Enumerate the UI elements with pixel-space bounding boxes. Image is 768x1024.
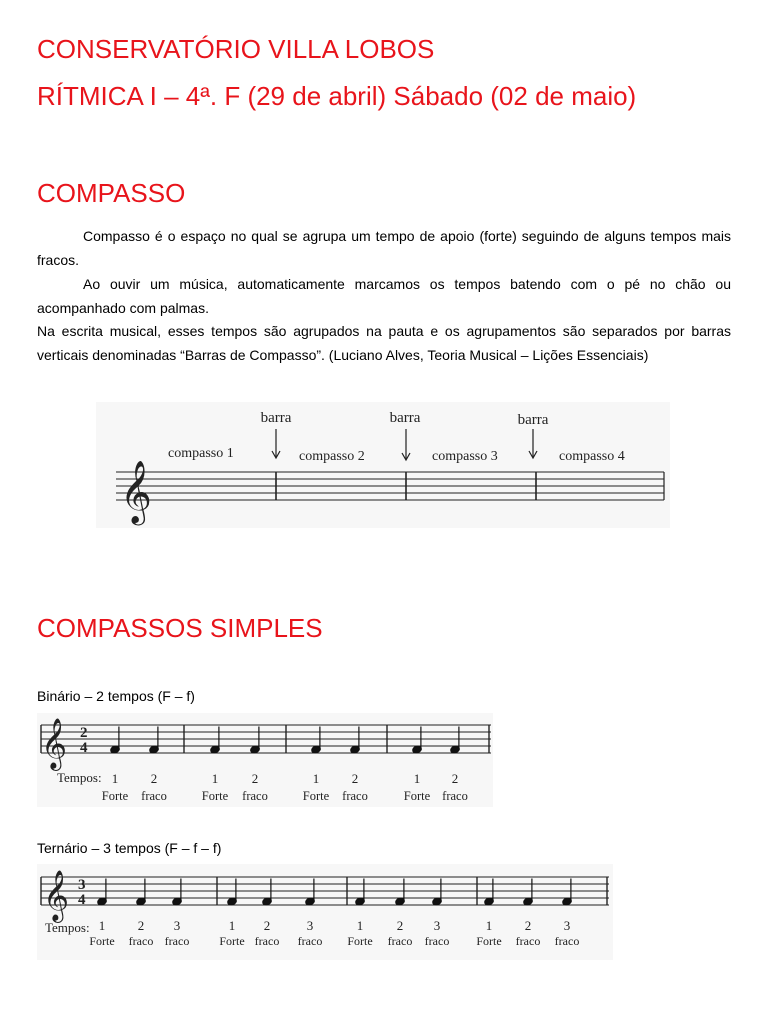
barra-label-2: barra — [389, 410, 421, 426]
beat-number: 2 — [351, 771, 359, 786]
ternario-label: Ternário – 3 tempos (F – f – f) — [37, 840, 222, 856]
beat-number: 1 — [312, 771, 320, 786]
measure-barline-figure — [96, 402, 670, 528]
beat-number: 3 — [433, 918, 441, 933]
tempos-label: Tempos: — [57, 770, 102, 785]
beat-number: 1 — [211, 771, 219, 786]
beat-accent-fraco: fraco — [297, 934, 323, 948]
beat-accent-forte: Forte — [101, 789, 129, 803]
beat-accent-fraco: fraco — [387, 934, 413, 948]
beat-number: 2 — [396, 918, 404, 933]
tempos-label: Tempos: — [45, 920, 90, 935]
paragraph-notation: Na escrita musical, esses tempos são agrupados na pauta e os agrupamentos são separados por barras verticais denominadas “Barras de Compasso”. (Luciano Alves, Teoria Musical – Lições Essenciais) — [37, 323, 731, 363]
school-title: CONSERVATÓRIO VILLA LOBOS — [37, 34, 435, 64]
time-signature-bottom: 4 — [80, 740, 88, 756]
treble-clef-icon: 𝄞 — [120, 462, 152, 522]
compasso-label-4: compasso 4 — [559, 449, 625, 464]
beat-number: 3 — [306, 918, 314, 933]
treble-clef-icon: 𝄞 — [43, 871, 70, 920]
beat-number: 1 — [111, 771, 119, 786]
beat-accent-fraco: fraco — [141, 789, 167, 803]
beat-accent-fraco: fraco — [128, 934, 154, 948]
paragraph-definition-text: Compasso é o espaço no qual se agrupa um tempo de apoio (forte) seguindo de alguns tempos mais fracos. — [37, 228, 731, 268]
beat-number: 1 — [98, 918, 106, 933]
beat-accent-fraco: fraco — [424, 934, 450, 948]
treble-clef-icon: 𝄞 — [41, 719, 68, 768]
section-title-compasso: COMPASSO — [37, 178, 186, 208]
binario-figure — [37, 713, 493, 807]
beat-number: 1 — [413, 771, 421, 786]
compasso-label-2: compasso 2 — [299, 449, 365, 464]
time-signature-top: 3 — [78, 877, 86, 893]
beat-accent-fraco: fraco — [554, 934, 580, 948]
paragraph-definition — [37, 225, 731, 272]
time-signature-top: 2 — [80, 725, 88, 741]
ternario-figure — [37, 864, 613, 960]
beat-accent-fraco: fraco — [164, 934, 190, 948]
beat-accent-forte: Forte — [302, 789, 330, 803]
beat-number: 2 — [524, 918, 532, 933]
binario-label: Binário – 2 tempos (F – f) — [37, 688, 195, 704]
beat-accent-forte: Forte — [219, 934, 245, 948]
beat-number: 2 — [451, 771, 459, 786]
course-title: RÍTMICA I – 4ª. F (29 de abril) Sábado (02 de maio) — [37, 81, 637, 111]
beat-number: 1 — [228, 918, 236, 933]
section-title-simples: COMPASSOS SIMPLES — [37, 613, 323, 643]
barra-label-1: barra — [260, 410, 292, 426]
barra-label-3: barra — [517, 412, 549, 428]
time-signature-bottom: 4 — [78, 892, 86, 908]
beat-number: 3 — [173, 918, 181, 933]
beat-accent-fraco: fraco — [342, 789, 368, 803]
beat-accent-forte: Forte — [347, 934, 373, 948]
beat-accent-forte: Forte — [201, 789, 229, 803]
beat-accent-forte: Forte — [476, 934, 502, 948]
beat-number: 2 — [263, 918, 271, 933]
beat-number: 1 — [356, 918, 364, 933]
beat-number: 3 — [563, 918, 571, 933]
beat-accent-forte: Forte — [403, 789, 431, 803]
paragraph-listening-text: Ao ouvir um música, automaticamente marcamos os tempos batendo com o pé no chão ou acompanhado com palmas. — [37, 276, 731, 316]
beat-accent-forte: Forte — [89, 934, 115, 948]
compasso-label-1: compasso 1 — [168, 446, 234, 461]
beat-accent-fraco: fraco — [242, 789, 268, 803]
beat-accent-fraco: fraco — [442, 789, 468, 803]
beat-number: 2 — [150, 771, 158, 786]
paragraph-listening — [37, 273, 731, 320]
compasso-label-3: compasso 3 — [432, 449, 498, 464]
beat-accent-fraco: fraco — [515, 934, 541, 948]
beat-number: 1 — [485, 918, 493, 933]
beat-number: 2 — [137, 918, 145, 933]
beat-number: 2 — [251, 771, 259, 786]
beat-accent-fraco: fraco — [254, 934, 280, 948]
